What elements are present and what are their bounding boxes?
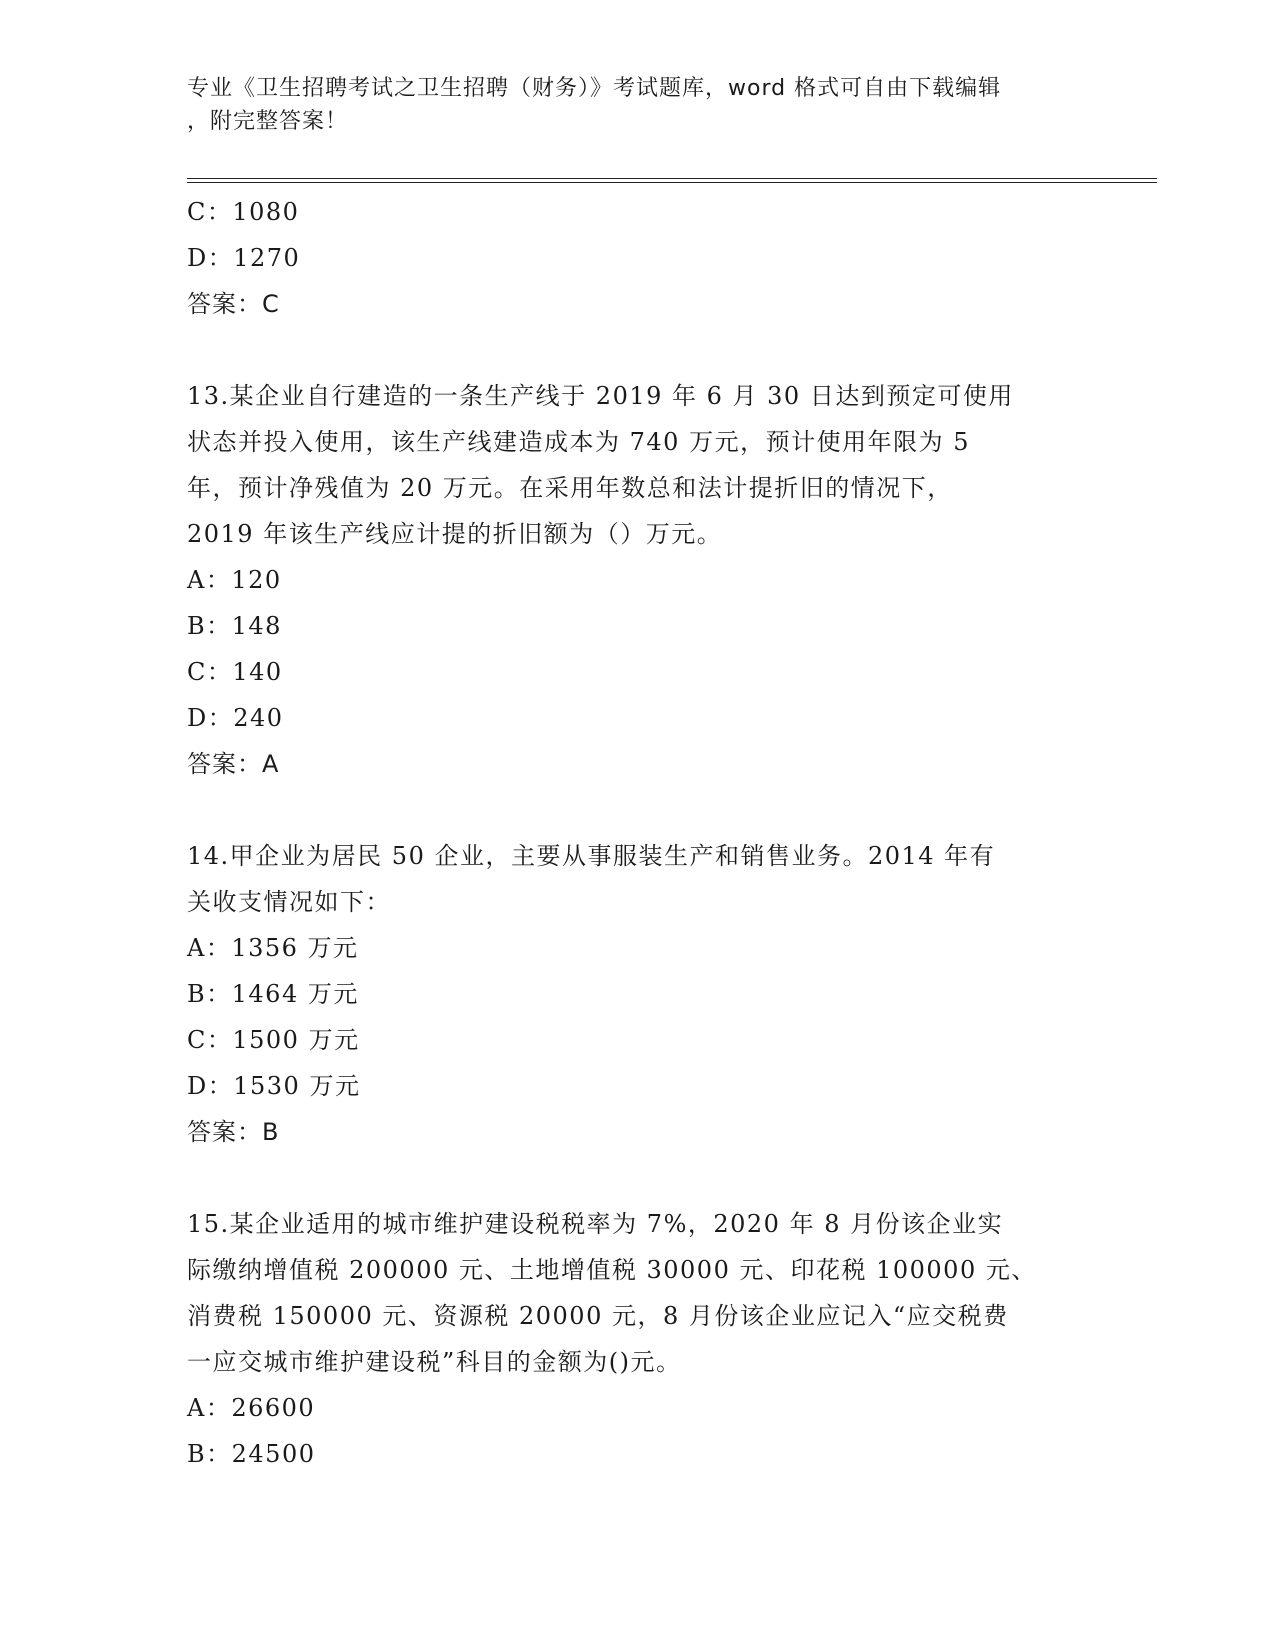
option-d: D：240	[187, 704, 284, 732]
question-text-line: 一应交城市维护建设税”科目的金额为()元。	[187, 1348, 682, 1376]
answer-line: 答案：A	[187, 750, 280, 778]
question-text-line: 状态并投入使用，该生产线建造成本为 740 万元，预计使用年限为 5	[187, 428, 970, 456]
question-text-line: 际缴纳增值税 200000 元、土地增值税 30000 元、印花税 100000 元、	[187, 1256, 1037, 1284]
question-block-14	[187, 833, 1087, 1155]
spacer	[187, 1155, 1087, 1201]
answer-line: 答案：C	[187, 290, 280, 318]
question-text-line: 消费税 150000 元、资源税 20000 元，8 月份该企业应记入“应交税费	[187, 1302, 1009, 1330]
question-text-line: 14.甲企业为居民 50 企业，主要从事服装生产和销售业务。2014 年有	[187, 842, 996, 870]
document-header	[187, 72, 1067, 138]
question-text-line: 15.某企业适用的城市维护建设税税率为 7%，2020 年 8 月份该企业实	[187, 1210, 1004, 1238]
header-line: 专业《卫生招聘考试之卫生招聘（财务）》考试题库，word 格式可自由下载编辑	[187, 76, 1002, 101]
option-c: C：1500 万元	[187, 1026, 360, 1054]
document-body	[187, 189, 1087, 1477]
spacer	[187, 787, 1087, 833]
option-a: A：1356 万元	[187, 934, 359, 962]
question-block-prev	[187, 189, 1087, 327]
spacer	[187, 327, 1087, 373]
option-c: C：140	[187, 658, 283, 686]
option-c: C：1080	[187, 198, 300, 226]
option-a: A：120	[187, 566, 282, 594]
option-b: B：24500	[187, 1440, 316, 1468]
header-line: ，附完整答案！	[187, 109, 349, 134]
option-a: A：26600	[187, 1394, 316, 1422]
question-block-15	[187, 1201, 1087, 1477]
question-text-line: 13.某企业自行建造的一条生产线于 2019 年 6 月 30 日达到预定可使用	[187, 382, 1014, 410]
question-block-13	[187, 373, 1087, 787]
header-divider	[187, 178, 1157, 179]
answer-line: 答案：B	[187, 1118, 280, 1146]
option-d: D：1530 万元	[187, 1072, 361, 1100]
option-b: B：1464 万元	[187, 980, 359, 1008]
question-text-line: 2019 年该生产线应计提的折旧额为（）万元。	[187, 520, 723, 548]
header-divider	[187, 182, 1157, 183]
option-d: D：1270	[187, 244, 301, 272]
question-text-line: 年，预计净残值为 20 万元。在采用年数总和法计提折旧的情况下，	[187, 474, 953, 502]
question-text-line: 关收支情况如下：	[187, 888, 391, 916]
option-b: B：148	[187, 612, 282, 640]
